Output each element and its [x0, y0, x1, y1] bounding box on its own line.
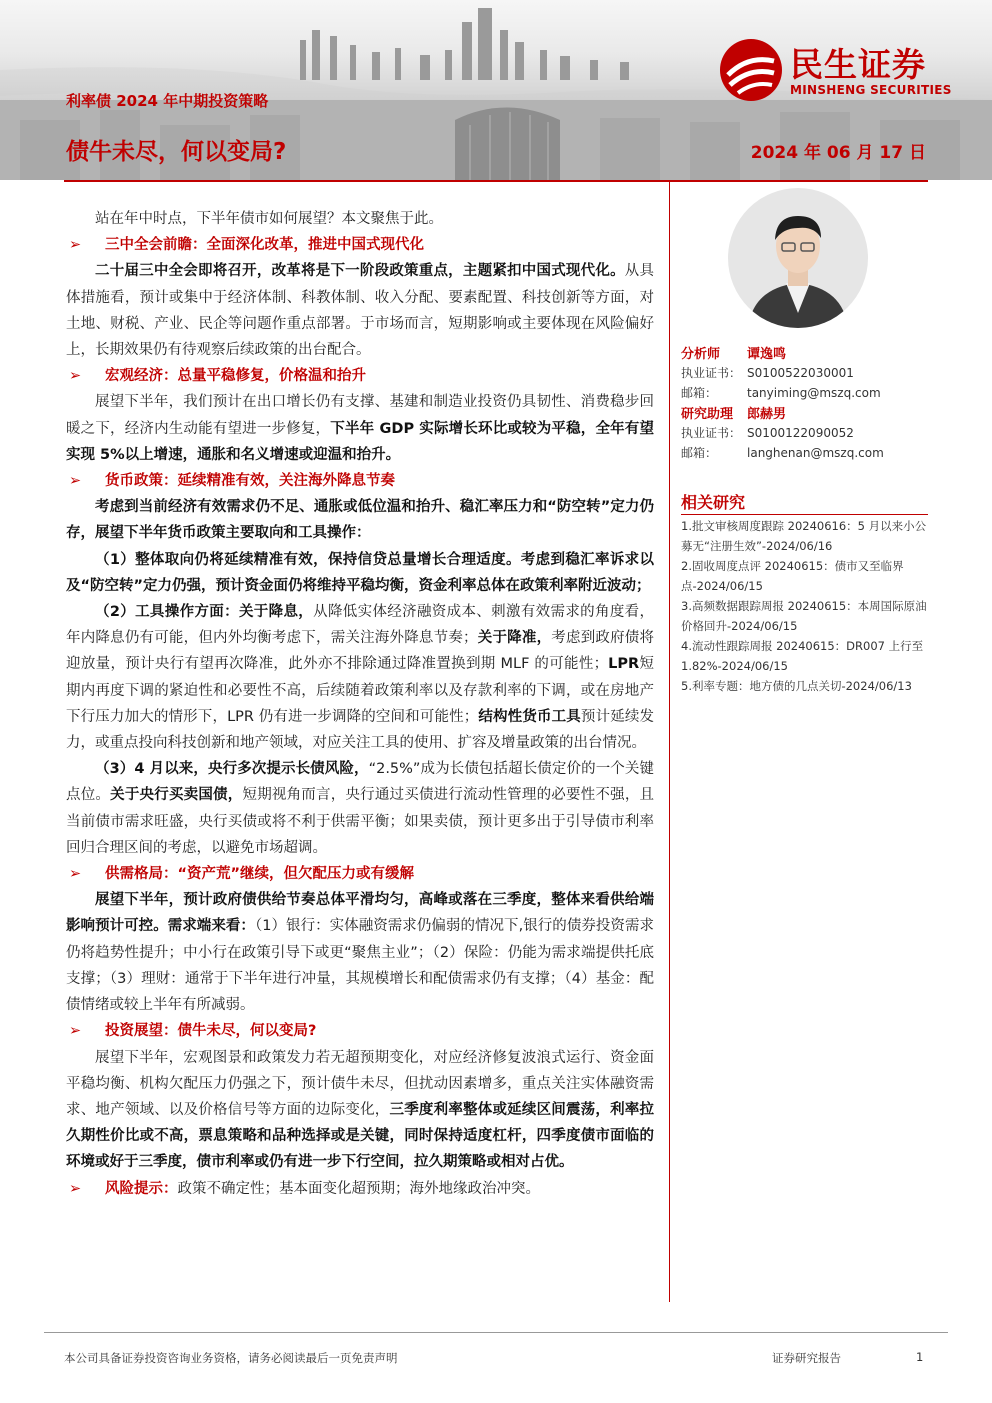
logo-text-cn: 民生证券 — [790, 45, 926, 84]
section-heading: ➢ 三中全会前瞻：全面深化改革，推进中国式现代化 — [66, 232, 654, 258]
arrow-bullet-icon: ➢ — [69, 237, 82, 254]
logo-text-en: MINSHENG SECURITIES — [790, 83, 952, 97]
arrow-bullet-icon: ➢ — [69, 1023, 82, 1040]
risk-heading: ➢ 风险提示：政策不确定性；基本面变化超预期；海外地缘政治冲突。 — [66, 1176, 654, 1202]
assistant-cert-row: 执业证书： S0100122090052 — [681, 426, 854, 440]
related-item[interactable]: 2.固收周度点评 20240615：债市又至临界点-2024/06/15 — [681, 559, 904, 593]
assistant-name-row: 研究助理 郎赫男 — [681, 407, 787, 422]
section-heading: ➢ 宏观经济：总量平稳修复，价格温和抬升 — [66, 363, 654, 389]
analyst-email-link[interactable]: tanyiming@mszq.com — [747, 386, 881, 400]
paragraph: （1）整体取向仍将延续精准有效，保持信贷总量增长合理适度。考虑到稳汇率诉求以及“防空转”定力仍强，预计资金面仍将维持平稳均衡，资金利率总体在政策利率附近波动； — [66, 551, 654, 594]
report-date: 2024 年 06 月 17 日 — [750, 143, 926, 163]
related-research-title: 相关研究 — [681, 493, 746, 512]
analyst-portrait-image — [728, 188, 868, 328]
paragraph: （2）工具操作方面：关于降息，从降低实体经济融资成本、刺激有效需求的角度看，年内降息仍有可能，但内外均衡考虑下，需关注海外降息节奏；关于降准，考虑到政府债将迎放量，预计央行有望再次降准，此外亦不排除通过降准置换到期 MLF 的可能性；LPR短期内再度下调的紧迫性和必要性不高，后续随着政策利率以及存款利率的下调，或在房地产下行压力加大的情形下，LPR 仍有进一步调降的空间和可能性；结构性货币工具预计延续发力，或重点投向科技创新和地产领域，对应关注工具的使用、扩容及增量政策的出台情况。 — [66, 604, 655, 752]
related-item[interactable]: 3.高频数据跟踪周报 20240615：本周国际原油价格回升-2024/06/15 — [681, 599, 927, 633]
paragraph: 展望下半年，宏观图景和政策发力若无超预期变化，对应经济修复波浪式运行、资金面平稳均衡、机构欠配压力仍强之下，预计债牛未尽，但扰动因素增多，重点关注实体融资需求、地产领域、以及价格信号等方面的边际变化，三季度利率整体或延续区间震荡，利率拉久期性价比或不高，票息策略和品种选择或是关键，同时保持适度杠杆，四季度债市面临的环境或好于三季度，债市利率或仍有进一步下行空间，拉久期策略或相对占优。 — [66, 1049, 655, 1171]
related-item[interactable]: 5.利率专题：地方债的几点关切-2024/06/13 — [681, 679, 912, 693]
paragraph: 展望下半年，我们预计在出口增长仍有支撑、基建和制造业投资仍具韧性、消费稳步回暖之下，经济内生动能有望进一步修复，下半年 GDP 实际增长环比或较为平稳，全年有望实现 5%以上增速，通胀和名义增速或迎温和抬升。 — [66, 394, 654, 463]
related-item[interactable]: 1.批文审核周度跟踪 20240616：5 月以来小公募无“注册生效”-2024/06/16 — [681, 519, 927, 553]
section-heading: ➢ 供需格局：“资产荒”继续，但欠配压力或有缓解 — [66, 861, 654, 887]
related-research-list — [681, 516, 931, 696]
assistant-email-row: 邮箱： langhenan@mszq.com — [681, 446, 884, 460]
related-research-divider — [681, 514, 928, 515]
analyst-name-row: 分析师 谭逸鸣 — [681, 347, 787, 362]
minsheng-logo — [718, 37, 968, 107]
arrow-bullet-icon: ➢ — [69, 473, 82, 490]
report-series-label: 利率债 2024 年中期投资策略 — [66, 92, 269, 110]
analyst-photo — [728, 188, 868, 328]
section-heading: ➢ 投资展望：债牛未尽，何以变局? — [66, 1018, 654, 1044]
column-divider — [669, 182, 670, 1302]
analyst-email-row: 邮箱： tanyiming@mszq.com — [681, 386, 881, 400]
section-heading: ➢ 货币政策：延续精准有效，关注海外降息节奏 — [66, 468, 654, 494]
intro-paragraph: 站在年中时点，下半年债市如何展望？本文聚焦于此。 — [95, 211, 443, 227]
arrow-bullet-icon: ➢ — [69, 1180, 82, 1197]
footer-report-type: 证券研究报告 — [772, 1351, 841, 1365]
minsheng-logo-icon — [718, 37, 784, 103]
paragraph: 二十届三中全会即将召开，改革将是下一阶段政策重点，主题紧扣中国式现代化。从具体措施看，预计或集中于经济体制、科教体制、收入分配、要素配置、科技创新等方面，对土地、财税、产业、民企等问题作重点部署。于市场而言，短期影响或主要体现在风险偏好上，长期效果仍有待观察后续政策的出台配合。 — [66, 263, 654, 359]
page-number: 1 — [916, 1350, 924, 1364]
report-title: 债牛未尽，何以变局? — [66, 139, 287, 165]
arrow-bullet-icon: ➢ — [69, 866, 82, 883]
paragraph: 展望下半年，预计政府债供给节奏总体平滑均匀，高峰或落在三季度，整体来看供给端影响预计可控。需求端来看：（1）银行：实体融资需求仍偏弱的情况下,银行的债券投资需求仍将趋势性提升；中小行在政策引导下或更“聚焦主业”；（2）保险：仍能为需求端提供托底支撑；（3）理财：通常于下半年进行冲量，其规模增长和配债需求仍有支撑；（4）基金：配债情绪或较上半年有所减弱。 — [66, 892, 654, 1014]
header-banner — [0, 0, 992, 180]
assistant-email-link[interactable]: langhenan@mszq.com — [747, 446, 884, 460]
arrow-bullet-icon: ➢ — [69, 368, 82, 385]
footer-disclaimer: 本公司具备证券投资咨询业务资格，请务必阅读最后一页免责声明 — [64, 1351, 398, 1365]
header-divider — [64, 180, 928, 182]
footer-divider — [44, 1332, 948, 1333]
related-item[interactable]: 4.流动性跟踪周报 20240615：DR007 上行至 1.82%-2024/06/15 — [681, 639, 924, 673]
paragraph: （3）4 月以来，央行多次提示长债风险，“2.5%”成为长债包括超长债定价的一个关键点位。关于央行买卖国债，短期视角而言，央行通过买债进行流动性管理的必要性不强，且当前债市需求旺盛，央行买债或将不利于供需平衡；如果卖债，预计更多出于引导债市利率回归合理区间的考虑，以避免市场超调。 — [66, 761, 655, 856]
paragraph: 考虑到当前经济有效需求仍不足、通胀或低位温和抬升、稳汇率压力和“防空转”定力仍存，展望下半年货币政策主要取向和工具操作： — [66, 499, 654, 542]
main-content — [66, 206, 654, 1202]
analyst-cert-row: 执业证书： S0100522030001 — [681, 366, 854, 380]
